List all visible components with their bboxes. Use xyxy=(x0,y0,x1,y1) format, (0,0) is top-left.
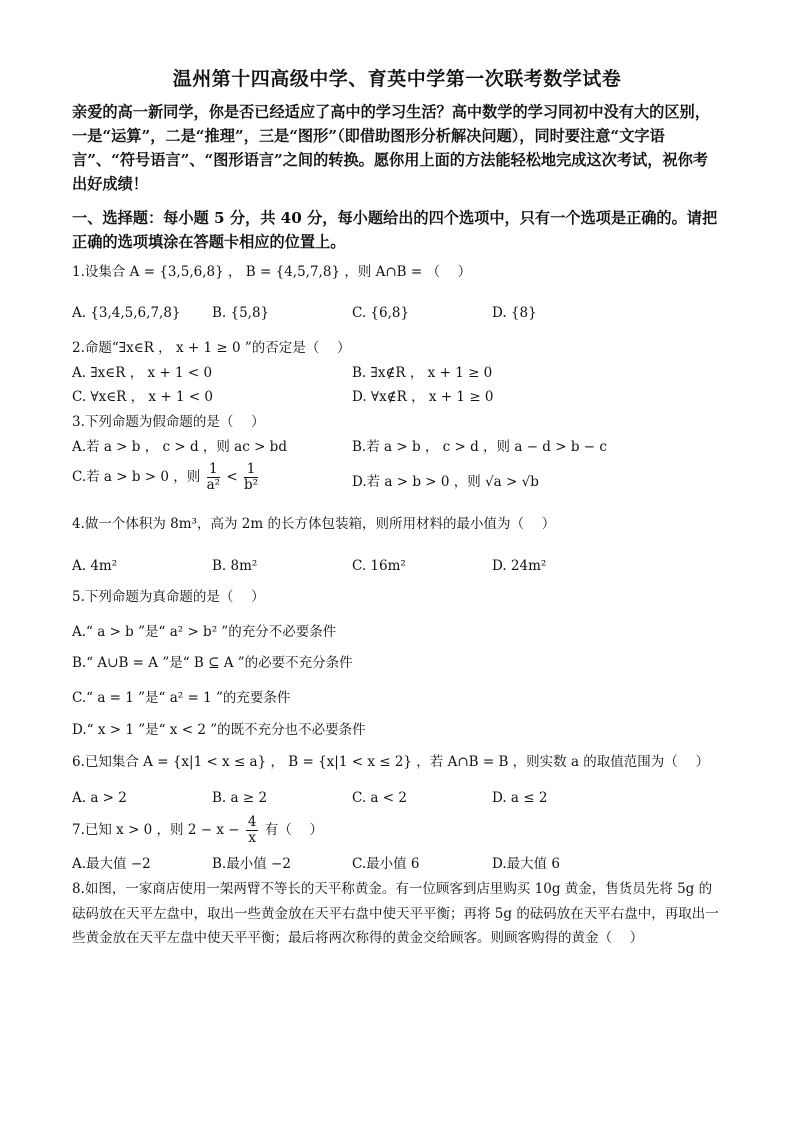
question-7-stem xyxy=(72,815,323,846)
q1-option-c: C. {6,8} xyxy=(352,305,410,321)
fraction-numerator: 1 xyxy=(244,462,258,478)
less-than-sign: < xyxy=(226,469,238,485)
q7-stem-start: 7.已知 x > 0 ，则 2 − x − xyxy=(72,822,240,838)
fraction-denominator: a² xyxy=(206,477,221,493)
fraction-1-over-b2 xyxy=(244,462,258,493)
q2-option-c: C. ∀x∈R ， x + 1 < 0 xyxy=(72,389,214,405)
q1-option-d: D. {8} xyxy=(492,305,537,321)
q6-option-a: A. a > 2 xyxy=(72,790,127,806)
q6-option-c: C. a < 2 xyxy=(352,790,407,806)
q3-option-c xyxy=(72,462,260,493)
fraction-4-over-x xyxy=(246,815,259,846)
q3-option-b: B.若 a > b ， c > d ，则 a − d > b − c xyxy=(352,439,607,455)
fraction-1-over-a2 xyxy=(207,462,220,493)
q5-option-c: C.“ a = 1 ”是“ a² = 1 ”的充要条件 xyxy=(72,690,291,706)
fraction-denominator: x xyxy=(248,830,256,846)
q5-option-d: D.“ x > 1 ”是“ x < 2 ”的既不充分也不必要条件 xyxy=(72,722,366,738)
exam-title: 温州第十四高级中学、育英中学第一次联考数学试卷 xyxy=(172,68,622,90)
question-3-stem: 3.下列命题为假命题的是（ ） xyxy=(72,414,265,430)
q7-option-a: A.最大值 −2 xyxy=(72,856,151,872)
q7-stem-end: 有（ ） xyxy=(264,822,324,838)
question-4-stem: 4.做一个体积为 8m³，高为 2m 的长方体包装箱，则所用材料的最小值为（ ） xyxy=(72,516,556,532)
q7-option-b: B.最小值 −2 xyxy=(212,856,291,872)
q6-option-b: B. a ≥ 2 xyxy=(212,790,268,806)
q5-option-b: B.“ A∪B = A ”是“ B ⊆ A ”的必要不充分条件 xyxy=(72,655,353,671)
q3-option-d: D.若 a > b > 0 ，则 √a > √b xyxy=(352,474,539,490)
q1-option-a: A. {3,4,5,6,7,8} xyxy=(72,305,181,321)
question-2-stem: 2.命题“∃x∈R ， x + 1 ≥ 0 ”的否定是（ ） xyxy=(72,340,351,356)
fraction-denominator: b² xyxy=(243,477,259,493)
q4-option-a: A. 4m² xyxy=(72,558,118,574)
q2-option-d: D. ∀x∉R ， x + 1 ≥ 0 xyxy=(352,389,494,405)
question-6-stem: 6.已知集合 A = {x|1 < x ≤ a} ， B = {x|1 < x ≤ 2} ，若 A∩B = B ，则实数 a 的取值范围为（ ） xyxy=(72,754,710,770)
intro-paragraph: 亲爱的高一新同学，你是否已经适应了高中的学习生活？高中数学的学习同初中没有大的区别，一是“运算”，二是“推理”，三是“图形”（即借助图形分析解决问题），同时要注意“文字语言”、“符号语言”、“图形语言”之间的转换。愿你用上面的方法能轻松地完成这次考试，祝你考出好成绩！ xyxy=(72,103,710,193)
q7-option-c: C.最小值 6 xyxy=(352,856,420,872)
q5-option-a: A.“ a > b ”是“ a² > b² ”的充分不必要条件 xyxy=(72,624,337,640)
question-5-stem: 5.下列命题为真命题的是（ ） xyxy=(72,589,265,605)
q4-option-b: B. 8m² xyxy=(212,558,258,574)
q2-option-b: B. ∃x∉R ， x + 1 ≥ 0 xyxy=(352,365,493,381)
q4-option-d: D. 24m² xyxy=(492,558,547,574)
question-1-stem: 1.设集合 A = {3,5,6,8} ， B = {4,5,7,8} ，则 A∩B = （ ） xyxy=(72,264,472,280)
fraction-numerator: 1 xyxy=(207,462,220,478)
q4-option-c: C. 16m² xyxy=(352,558,406,574)
question-8-stem: 8.如图，一家商店使用一架两臂不等长的天平称黄金。有一位顾客到店里购买 10g 黄金，售货员先将 5g 的砝码放在天平左盘中，取出一些黄金放在天平右盘中使天平平衡；再将 5g 的砝码放在天平右盘中，再取出一些黄金放在天平左盘中使天平平衡；最后将两次称得的黄金交给顾客。则顾客购得的黄金（ ） xyxy=(72,881,719,946)
q3-option-a: A.若 a > b ， c > d ，则 ac > bd xyxy=(72,439,287,455)
q6-option-d: D. a ≤ 2 xyxy=(492,790,548,806)
q2-option-a: A. ∃x∈R ， x + 1 < 0 xyxy=(72,365,213,381)
q3-option-c-text: C.若 a > b > 0 ，则 xyxy=(72,469,201,485)
q1-option-b: B. {5,8} xyxy=(212,305,270,321)
q7-option-d: D.最大值 6 xyxy=(492,856,561,872)
fraction-numerator: 4 xyxy=(247,814,257,830)
section-heading: 一、选择题：每小题 5 分，共 40 分，每小题给出的四个选项中，只有一个选项是正确的。请把正确的选项填涂在答题卡相应的位置上。 xyxy=(72,209,718,251)
